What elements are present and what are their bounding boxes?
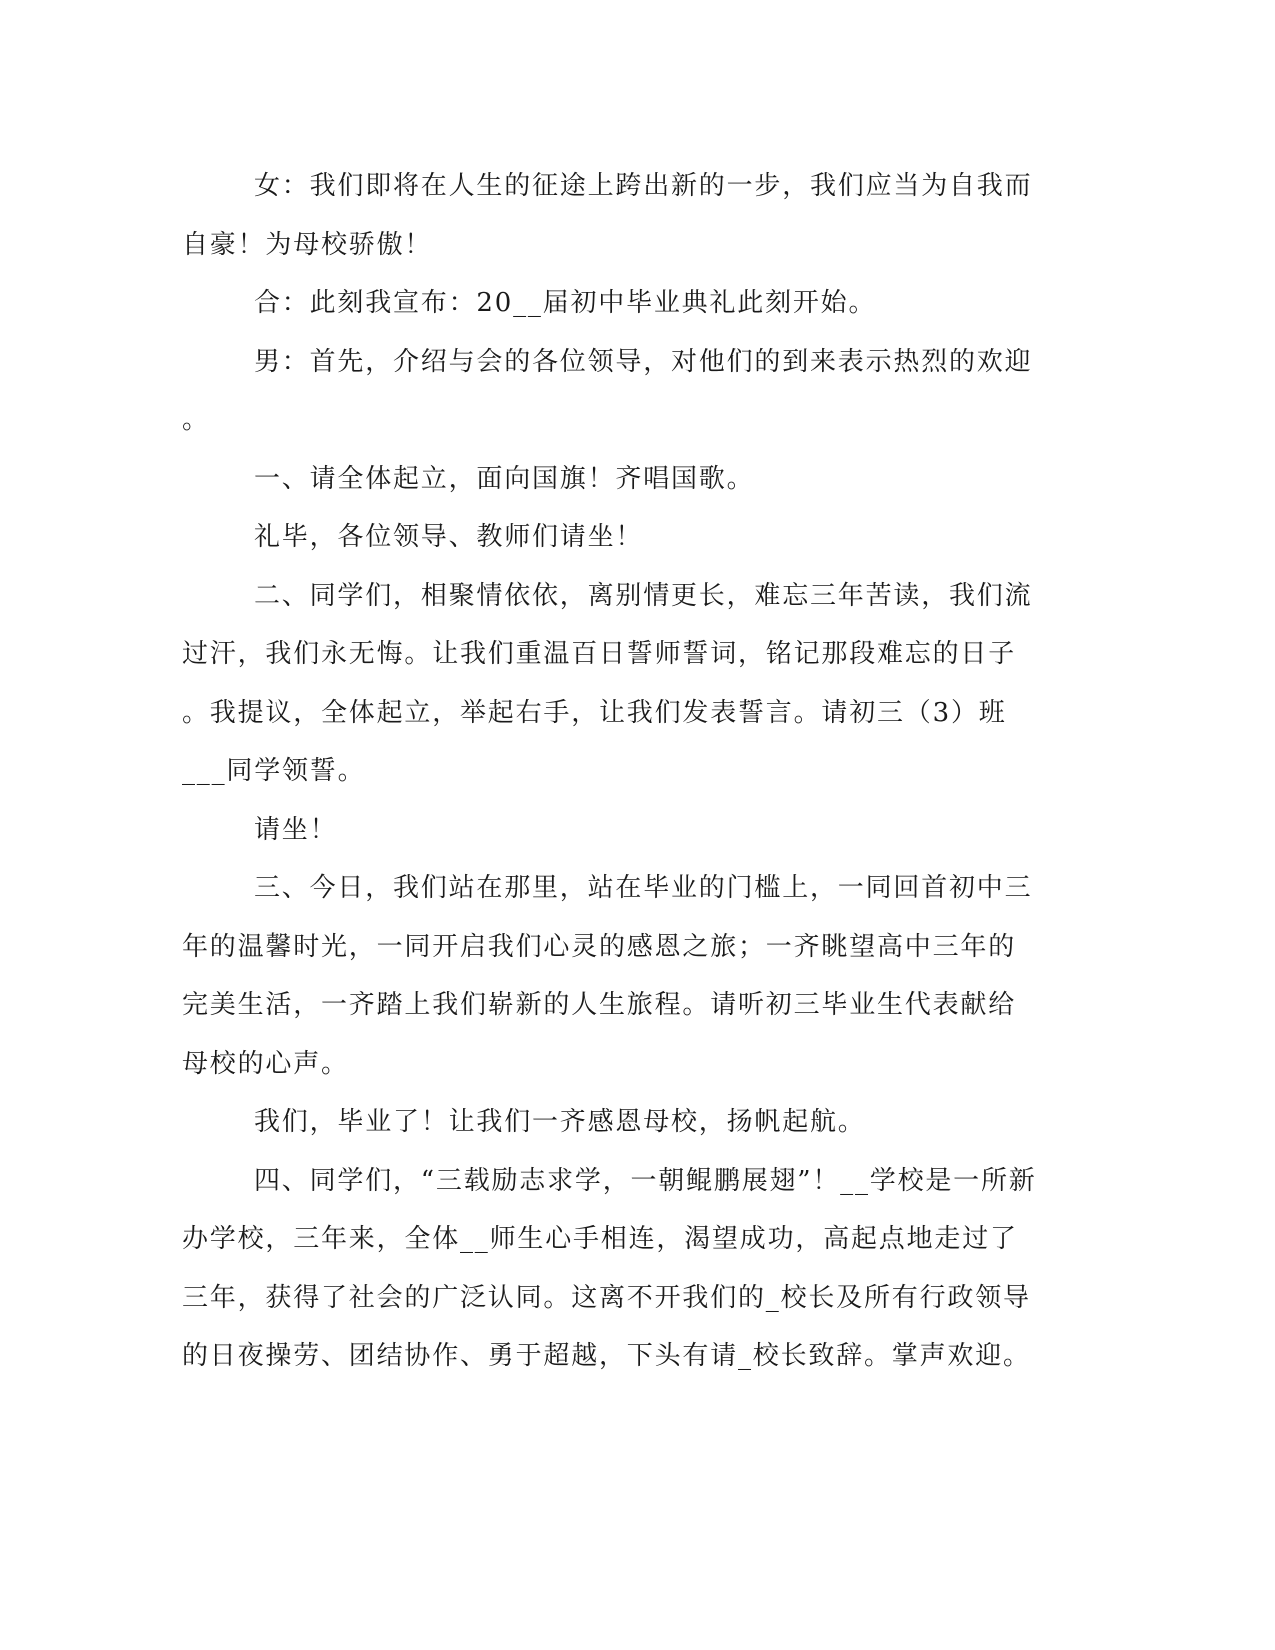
text-line: 一、请全体起立，面向国旗！齐唱国歌。 <box>254 463 755 494</box>
paragraph-male-host <box>182 333 1032 450</box>
text-line: 年的温馨时光，一同开启我们心灵的感恩之旅；一齐眺望高中三年的 <box>182 931 1017 962</box>
text-line: 。 <box>182 405 210 435</box>
paragraph-principal-speech <box>182 1152 1037 1386</box>
paragraph-joint-announcement <box>182 274 1032 333</box>
text-line: 完美生活，一齐踏上我们崭新的人生旅程。请听初三毕业生代表献给 <box>182 990 1017 1020</box>
text-line: ___同学领誓。 <box>182 756 366 786</box>
paragraph-graduated <box>182 1093 1032 1152</box>
text-line: 四、同学们，“三载励志求学，一朝鲲鹏展翅”！__学校是一所新 <box>254 1165 1037 1196</box>
text-line: 过汗，我们永无悔。让我们重温百日誓师誓词，铭记那段难忘的日子 <box>182 639 1017 669</box>
text-line: 办学校，三年来，全体__师生心手相连，渴望成功，高起点地走过了 <box>182 1224 1018 1254</box>
text-line: 合：此刻我宣布：20__届初中毕业典礼此刻开始。 <box>254 288 877 318</box>
text-line: 三年，获得了社会的广泛认同。这离不开我们的_校长及所有行政领导 <box>182 1282 1031 1313</box>
text-line: 。我提议，全体起立，举起右手，让我们发表誓言。请初三（3）班 <box>182 697 1007 728</box>
document-body <box>182 157 1037 1386</box>
text-line: 母校的心声。 <box>182 1048 349 1079</box>
text-line: 的日夜操劳、团结协作、勇于超越，下头有请_校长致辞。掌声欢迎。 <box>182 1341 1031 1371</box>
paragraph-reflection <box>182 859 1032 1093</box>
paragraph-oath <box>182 567 1032 801</box>
text-line: 请坐！ <box>254 814 338 845</box>
paragraph-female-host <box>182 157 1032 274</box>
text-line: 自豪！为母校骄傲！ <box>182 229 433 260</box>
text-line: 我们，毕业了！让我们一齐感恩母校，扬帆起航。 <box>254 1107 866 1137</box>
text-line: 男：首先，介绍与会的各位领导，对他们的到来表示热烈的欢迎 <box>254 346 1033 377</box>
paragraph-national-anthem <box>182 450 1032 509</box>
text-line: 三、今日，我们站在那里，站在毕业的门槛上，一同回首初中三 <box>254 873 1033 903</box>
paragraph-please-sit <box>182 508 1032 567</box>
paragraph-sit-down <box>182 801 1032 860</box>
text-line: 女：我们即将在人生的征途上跨出新的一步，我们应当为自我而 <box>254 171 1033 201</box>
text-line: 礼毕，各位领导、教师们请坐！ <box>254 522 644 552</box>
text-line: 二、同学们，相聚情依依，离别情更长，难忘三年苦读，我们流 <box>254 580 1033 611</box>
